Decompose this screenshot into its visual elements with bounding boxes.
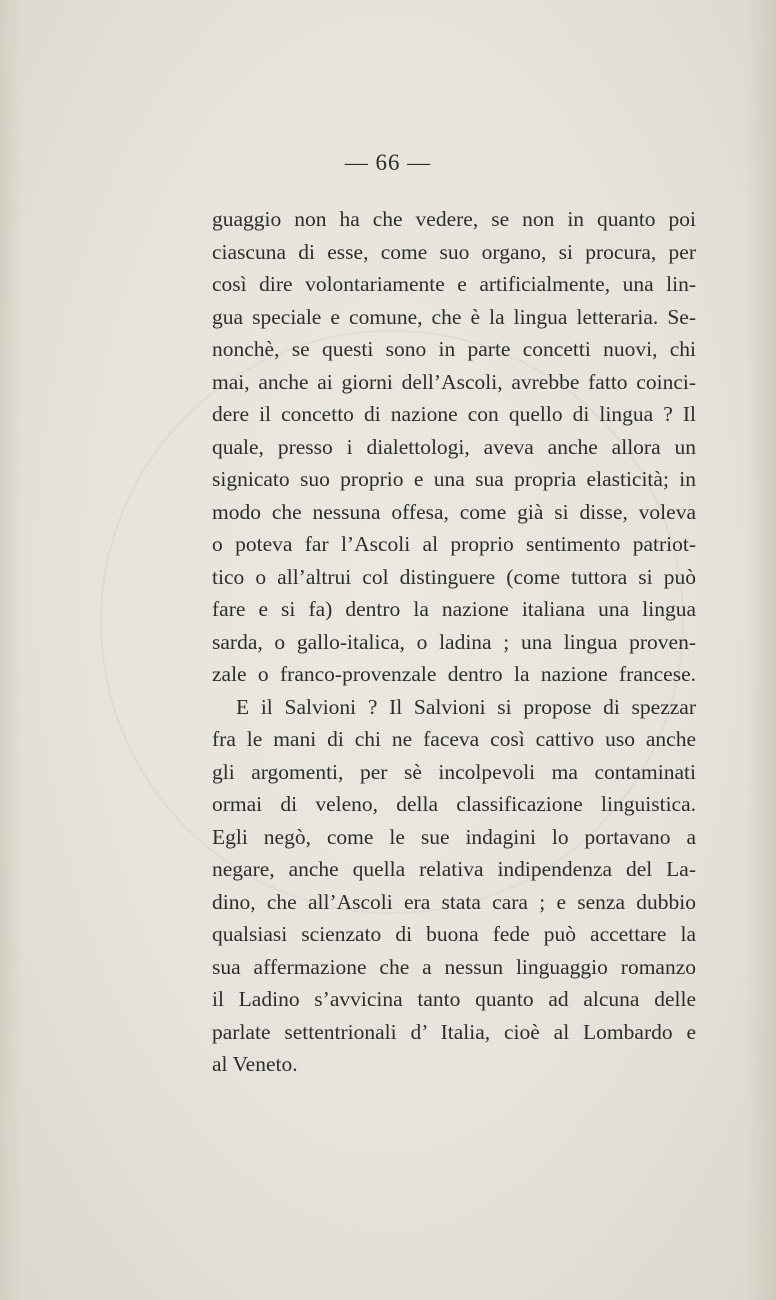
text-line: E il Salvioni ? Il Salvioni si propose di spezzar bbox=[236, 694, 696, 719]
text-line: zale o franco-provenzale dentro la nazione francese. bbox=[212, 662, 696, 686]
text-line: dere il concetto di nazione con quello di lingua ? Il bbox=[212, 402, 696, 426]
text-line: sua affermazione che a nessun linguaggio romanzo bbox=[212, 954, 696, 979]
text-line: così dire volontariamente e artificialmente, una lin- bbox=[212, 272, 696, 296]
text-line: modo che nessuna offesa, come già si disse, voleva bbox=[212, 499, 696, 524]
text-line: guaggio non ha che vedere, se non in quanto poi bbox=[212, 207, 696, 231]
page-edge-right bbox=[746, 0, 776, 1300]
text-line: o poteva far l’Ascoli al proprio sentimento patriot- bbox=[212, 532, 696, 556]
body-text bbox=[212, 203, 696, 1081]
page-edge-left bbox=[0, 0, 22, 1300]
page-number-header: — 66 — bbox=[344, 150, 432, 175]
text-line: fare e si fa) dentro la nazione italiana una lingua bbox=[212, 597, 696, 621]
text-line: fra le mani di chi ne faceva così cattivo uso anche bbox=[212, 727, 696, 751]
text-line: nonchè, se questi sono in parte concetti nuovi, chi bbox=[212, 337, 696, 361]
text-line: ormai di veleno, della classificazione linguistica. bbox=[212, 792, 696, 816]
text-line: gua speciale e comune, che è la lingua letteraria. Se- bbox=[212, 304, 696, 329]
paragraph-2 bbox=[212, 691, 696, 1081]
text-line: negare, anche quella relativa indipendenza del La- bbox=[212, 857, 696, 881]
text-line: Egli negò, come le sue indagini lo portavano a bbox=[212, 824, 696, 849]
text-line: sarda, o gallo-italica, o ladina ; una lingua proven- bbox=[212, 629, 696, 654]
text-line: ciascuna di esse, come suo organo, si procura, per bbox=[212, 239, 696, 264]
text-line: gli argomenti, per sè incolpevoli ma contaminati bbox=[212, 759, 696, 784]
text-line: tico o all’altrui col distinguere (come tuttora si può bbox=[212, 564, 696, 589]
text-line: al Veneto. bbox=[212, 1052, 298, 1076]
text-line: dino, che all’Ascoli era stata cara ; e senza dubbio bbox=[212, 889, 696, 914]
text-line: qualsiasi scienzato di buona fede può accettare la bbox=[212, 922, 696, 946]
text-line: parlate settentrionali d’ Italia, cioè al Lombardo e bbox=[212, 1019, 696, 1044]
text-line: mai, anche ai giorni dell’Ascoli, avrebbe fatto coinci- bbox=[212, 369, 696, 394]
paragraph-1 bbox=[212, 203, 696, 691]
text-line: signicato suo proprio e una sua propria elasticità; in bbox=[212, 467, 696, 491]
text-line: il Ladino s’avvicina tanto quanto ad alcuna delle bbox=[212, 987, 696, 1011]
text-line: quale, presso i dialettologi, aveva anche allora un bbox=[212, 434, 696, 459]
